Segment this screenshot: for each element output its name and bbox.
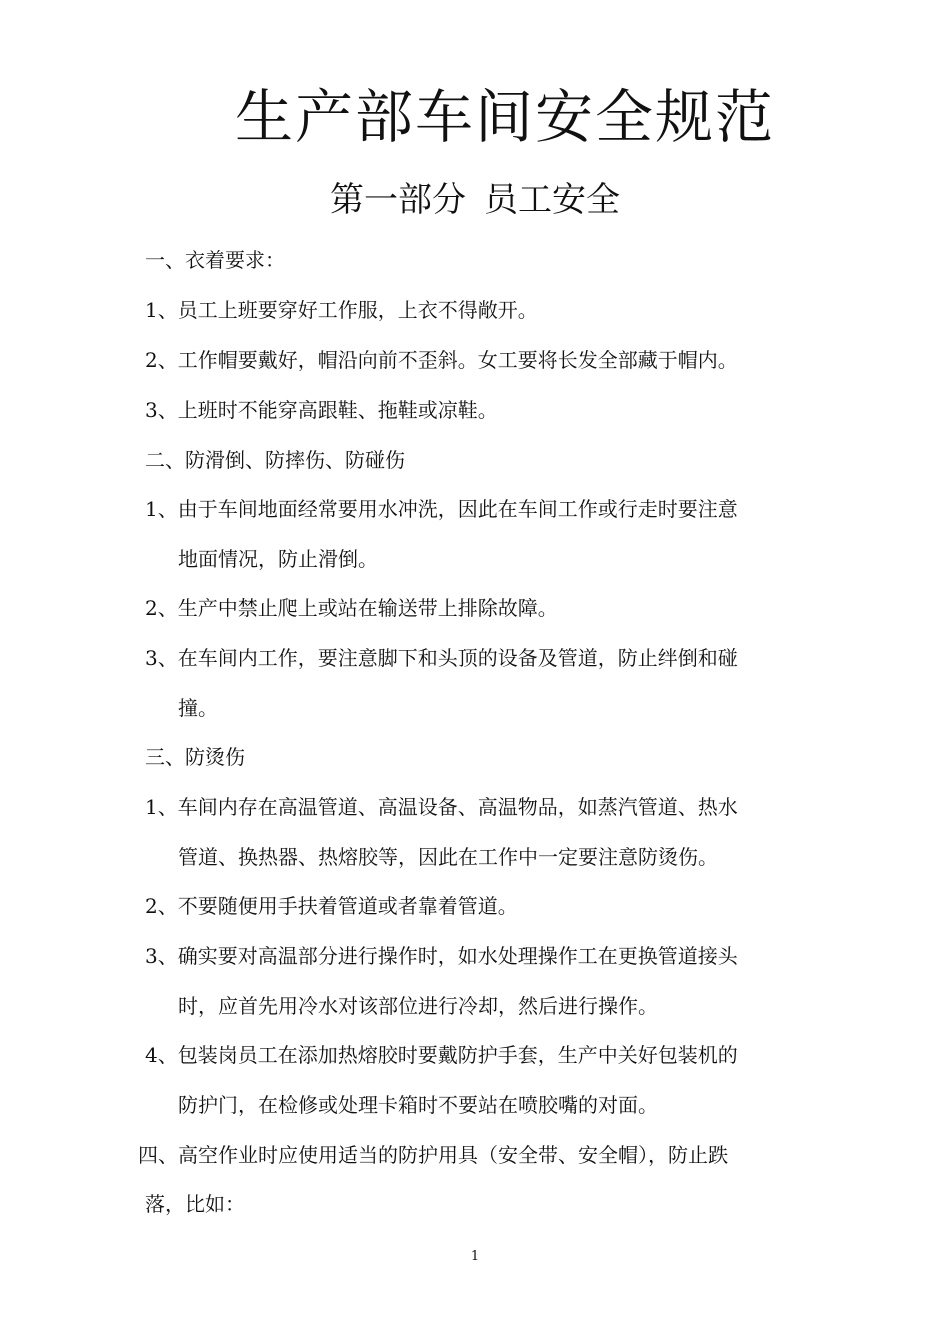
clothing-item-3: 3、上班时不能穿高跟鞋、拖鞋或凉鞋。 xyxy=(145,398,498,422)
document-title: 生产部车间安全规范 xyxy=(234,83,775,151)
burn-item-4: 4、包装岗员工在添加热熔胶时要戴防护手套，生产中关好包装机的 xyxy=(145,1043,738,1067)
burn-item-1-cont: 管道、换热器、热熔胶等，因此在工作中一定要注意防烫伤。 xyxy=(178,845,718,869)
section-name-label: 员工安全 xyxy=(484,180,620,220)
burn-item-4-cont: 防护门，在检修或处理卡箱时不要站在喷胶嘴的对面。 xyxy=(178,1093,658,1117)
section-heading xyxy=(0,176,950,224)
burn-item-3: 3、确实要对高温部分进行操作时，如水处理操作工在更换管道接头 xyxy=(145,944,738,968)
burn-item-2: 2、不要随便用手扶着管道或者靠着管道。 xyxy=(145,894,518,918)
burn-item-3-cont: 时，应首先用冷水对该部位进行冷却，然后进行操作。 xyxy=(178,994,658,1018)
heading-clothing: 一、衣着要求： xyxy=(145,248,285,272)
clothing-item-2: 2、工作帽要戴好，帽沿向前不歪斜。女工要将长发全部藏于帽内。 xyxy=(145,348,738,372)
slip-item-1-cont: 地面情况，防止滑倒。 xyxy=(178,547,378,571)
clothing-item-1: 1、员工上班要穿好工作服，上衣不得敞开。 xyxy=(145,298,538,322)
slip-item-2: 2、生产中禁止爬上或站在输送带上排除故障。 xyxy=(145,596,558,620)
section-part-label: 第一部分 xyxy=(330,180,466,220)
slip-item-3: 3、在车间内工作，要注意脚下和头顶的设备及管道，防止绊倒和碰 xyxy=(145,646,738,670)
height-work-cont: 落，比如： xyxy=(145,1192,245,1216)
slip-item-3-cont: 撞。 xyxy=(178,696,218,720)
heading-slip-fall: 二、防滑倒、防摔伤、防碰伤 xyxy=(145,448,405,472)
slip-item-1: 1、由于车间地面经常要用水冲洗，因此在车间工作或行走时要注意 xyxy=(145,497,738,521)
burn-item-1: 1、车间内存在高温管道、高温设备、高温物品，如蒸汽管道、热水 xyxy=(145,795,738,819)
page-number: 1 xyxy=(470,1249,480,1264)
heading-burns: 三、防烫伤 xyxy=(145,745,245,769)
heading-height-work: 四、高空作业时应使用适当的防护用具（安全带、安全帽），防止跌 xyxy=(138,1143,728,1167)
